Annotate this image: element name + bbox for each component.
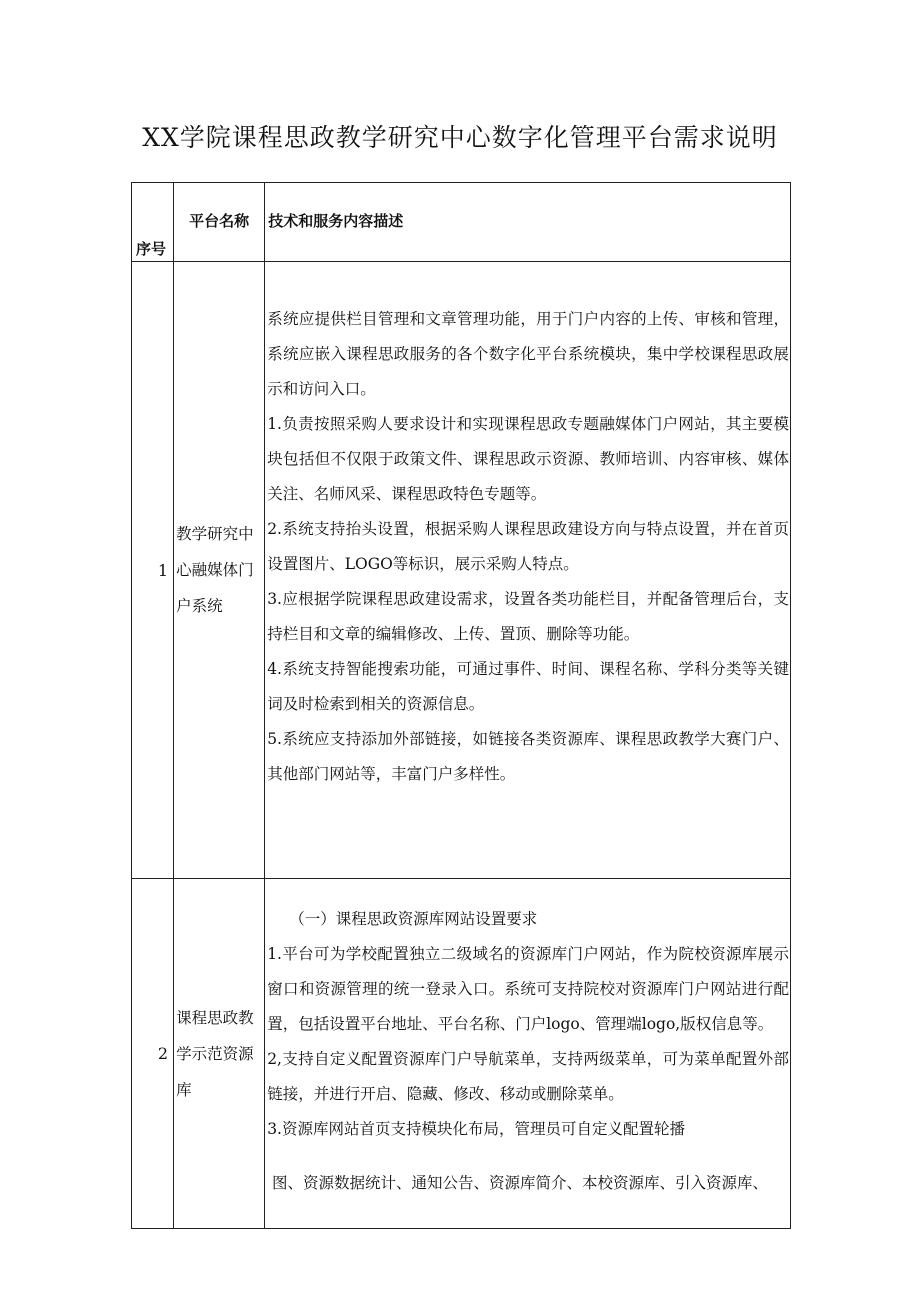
description-paragraph: 4.系统支持智能搜索功能，可通过事件、时间、课程名称、学科分类等关键词及时检索到相关的资源信息。 <box>267 660 789 713</box>
row-description <box>265 262 791 879</box>
description-paragraph: 系统应提供栏目管理和文章管理功能，用于门户内容的上传、审核和管理，系统应嵌入课程思政服务的各个数字化平台系统模块，集中学校课程思政展示和访问入口。 <box>267 310 789 398</box>
header-platform-name: 平台名称 <box>174 183 265 262</box>
row-platform-name: 课程思政教学示范资源库 <box>174 879 265 1229</box>
description-paragraph: 3.资源库网站首页支持模块化布局，管理员可自定义配置轮播 <box>267 1120 685 1138</box>
description-subheading: （一）课程思政资源库网站设置要求 <box>289 910 538 928</box>
table-header-row <box>132 183 791 262</box>
row-platform-name: 教学研究中心融媒体门户系统 <box>174 262 265 879</box>
description-paragraph: 2.系统支持抬头设置，根据采购人课程思政建设方向与特点设置，并在首页设置图片、LOGO等标识，展示采购人特点。 <box>267 520 789 573</box>
row-index: 1 <box>132 262 174 879</box>
description-paragraph: 5.系统应支持添加外部链接，如链接各类资源库、课程思政教学大赛门户、其他部门网站等，丰富门户多样性。 <box>267 730 789 783</box>
header-index: 序号 <box>132 183 174 262</box>
page-title: XX学院课程思政教学研究中心数字化管理平台需求说明 <box>142 123 778 152</box>
description-paragraph: 3.应根据学院课程思政建设需求，设置各类功能栏目，并配备管理后台，支持栏目和文章的编辑修改、上传、置顶、删除等功能。 <box>267 590 789 643</box>
description-paragraph: 2,支持自定义配置资源库门户导航菜单，支持两级菜单，可为菜单配置外部链接，并进行开启、隐藏、修改、移动或删除菜单。 <box>267 1050 789 1103</box>
row-index: 2 <box>132 879 174 1229</box>
table-row <box>132 262 791 879</box>
description-paragraph: 1.负责按照采购人要求设计和实现课程思政专题融媒体门户网站，其主要模块包括但不仅限于政策文件、课程思政示资源、教师培训、内容审核、媒体关注、名师风采、课程思政特色专题等。 <box>267 415 789 503</box>
header-description: 技术和服务内容描述 <box>265 183 791 262</box>
continuation-text: 图、资源数据统计、通知公告、资源库简介、本校资源库、引入资源库、 <box>272 1174 769 1192</box>
description-paragraph: 1.平台可为学校配置独立二级域名的资源库门户网站，作为院校资源库展示窗口和资源管理的统一登录入口。系统可支持院校对资源库门户网站进行配置，包括设置平台地址、平台名称、门户logo、管理端logo,版权信息等。 <box>267 945 789 1033</box>
requirements-table <box>131 182 791 1229</box>
